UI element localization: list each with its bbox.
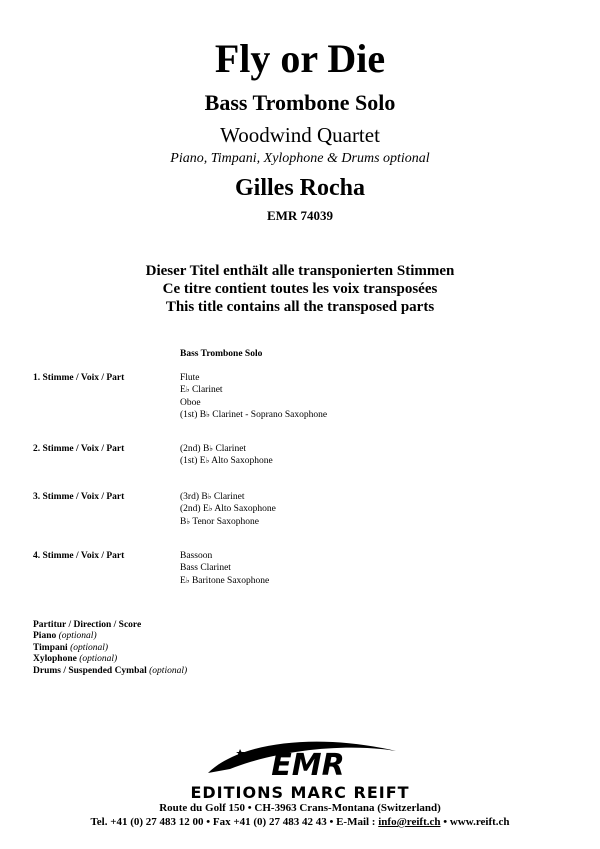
part-3-instrument: B♭ Tenor Saxophone — [180, 516, 259, 527]
part-2-instrument: (2nd) B♭ Clarinet — [180, 444, 247, 454]
score-list — [33, 620, 187, 677]
part-1-instrument: Oboe — [180, 397, 201, 408]
logo-wordmark: EMR — [271, 748, 345, 783]
part-3-label: 3. Stimme / Voix / Part — [33, 492, 125, 502]
piece-title: Fly or Die — [214, 36, 386, 81]
part-1-label: 1. Stimme / Voix / Part — [33, 373, 125, 383]
note-english: This title contains all the transposed parts — [165, 299, 435, 315]
part-4-label: 4. Stimme / Voix / Part — [33, 551, 125, 561]
ensemble-subtitle: Woodwind Quartet — [220, 123, 380, 147]
publisher-address: Route du Golf 150 • CH-3963 Crans-Montana (Switzerland) — [159, 802, 441, 814]
part-1-instrument: Flute — [180, 373, 200, 383]
email-link[interactable]: info@reift.ch — [378, 816, 441, 828]
part-4-instrument: Bassoon — [180, 551, 213, 561]
score-item: Timpani (optional) — [33, 642, 109, 653]
score-item: Drums / Suspended Cymbal (optional) — [33, 665, 188, 676]
score-item: Piano (optional) — [33, 631, 97, 642]
part-4-instrument: E♭ Baritone Saxophone — [180, 575, 270, 586]
optional-instruments: Piano, Timpani, Xylophone & Drums optional — [170, 151, 430, 166]
score-item: Partitur / Direction / Score — [33, 620, 142, 630]
publisher-name: EDITIONS MARC REIFT — [190, 783, 410, 802]
note-french: Ce titre contient toutes les voix transposées — [162, 281, 438, 297]
score-item: Xylophone (optional) — [33, 654, 118, 665]
part-3-instrument: (2nd) E♭ Alto Saxophone — [180, 504, 276, 515]
solo-part-heading: Bass Trombone Solo — [180, 349, 263, 359]
part-1-instrument: E♭ Clarinet — [180, 385, 223, 396]
part-2-instrument: (1st) E♭ Alto Saxophone — [180, 456, 273, 467]
note-german: Dieser Titel enthält alle transponierten Stimmen — [145, 263, 455, 279]
publisher-contact: Tel. +41 (0) 27 483 12 00 • Fax +41 (0) 27 483 42 43 • E-Mail : info@reift.ch • www.reift.ch — [90, 816, 510, 828]
composer-name: Gilles Rocha — [235, 175, 365, 201]
part-2-label: 2. Stimme / Voix / Part — [33, 444, 125, 454]
part-3-instrument: (3rd) B♭ Clarinet — [180, 492, 245, 502]
solo-subtitle: Bass Trombone Solo — [204, 90, 396, 115]
part-4-instrument: Bass Clarinet — [180, 563, 231, 574]
emr-logo — [200, 735, 410, 785]
catalog-number: EMR 74039 — [266, 208, 334, 223]
part-1-instrument: (1st) B♭ Clarinet - Soprano Saxophone — [180, 409, 328, 420]
